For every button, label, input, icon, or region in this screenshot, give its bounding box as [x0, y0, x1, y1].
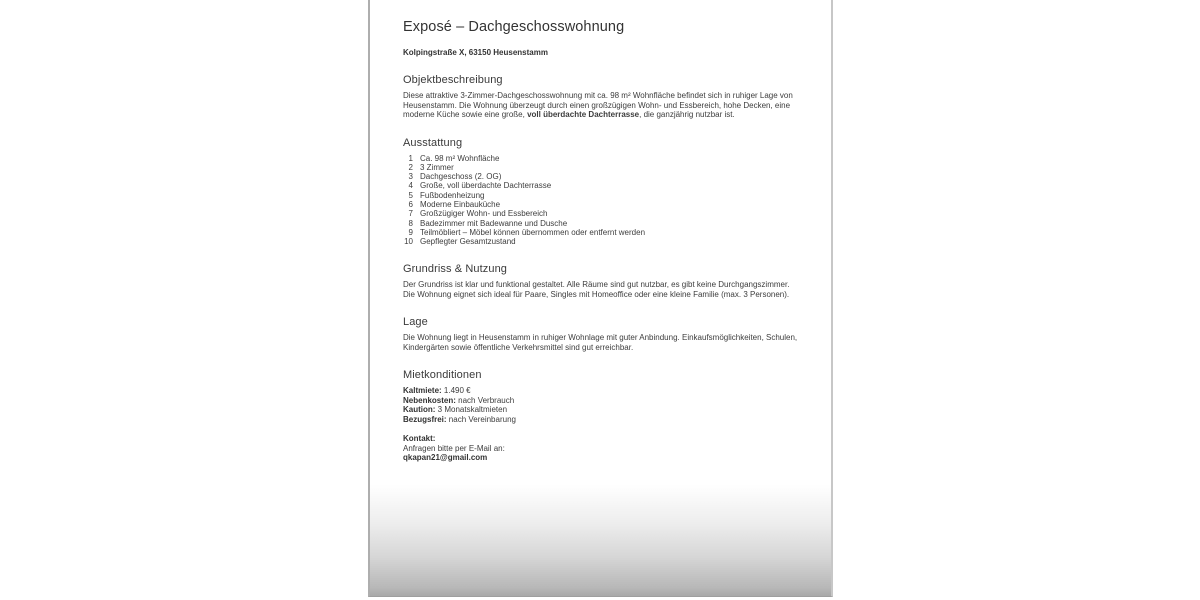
list-item: 3 Zimmer	[420, 162, 454, 172]
paragraph-bold-text: voll überdachte Dachterrasse	[527, 110, 640, 119]
rent-row	[403, 405, 799, 415]
list-item: Moderne Einbauküche	[420, 199, 501, 209]
section-heading: Grundriss & Nutzung	[403, 263, 507, 276]
paragraph-text: , die ganzjährig nutzbar ist.	[639, 110, 735, 119]
list-item: Große, voll überdachte Dachterrasse	[420, 181, 552, 191]
lage-paragraph: Die Wohnung liegt in Heusenstamm in ruhiger Wohnlage mit guter Anbindung. Einkaufsmöglichkeiten, Schulen, Kindergärten sowie öffentliche Verkehrsmittel sind gut erreichbar.	[403, 333, 798, 352]
rent-row	[403, 415, 799, 425]
section-heading: Lage	[403, 316, 428, 329]
rent-value: 1.490 €	[443, 386, 471, 396]
list-item: Badezimmer mit Badewanne und Dusche	[420, 218, 568, 228]
list-item: Großzügiger Wohn- und Essbereich	[420, 209, 548, 219]
document-title: Exposé – Dachgeschosswohnung	[403, 19, 625, 35]
rent-value: 3 Monatskaltmieten	[437, 405, 508, 415]
list-item: Gepflegter Gesamtzustand	[420, 237, 516, 247]
contact-label-row	[403, 434, 799, 444]
list-item: Dachgeschoss (2. OG)	[420, 172, 502, 182]
section-grundriss-nutzung	[403, 263, 799, 299]
section-heading: Objektbeschreibung	[403, 74, 503, 86]
rent-label: Nebenkosten:	[403, 395, 456, 405]
features-list	[403, 154, 799, 247]
rent-label: Kaution:	[403, 405, 436, 415]
section-heading: Ausstattung	[403, 136, 463, 149]
list-item: Teilmöbliert – Möbel können übernommen oder entfernt werden	[420, 227, 646, 237]
objektbeschreibung-paragraph	[403, 91, 799, 120]
rent-row	[403, 396, 799, 406]
document-page	[368, 0, 833, 597]
document-address: Kolpingstraße X, 63150 Heusenstamm	[403, 48, 548, 57]
section-lage	[403, 316, 799, 352]
rent-row	[403, 386, 799, 396]
contact-line: Anfragen bitte per E-Mail an:	[403, 443, 505, 453]
list-item: Fußbodenheizung	[420, 190, 485, 200]
section-ausstattung	[403, 137, 799, 247]
grundriss-paragraph: Der Grundriss ist klar und funktional gestaltet. Alle Räume sind gut nutzbar, es gibt keine Durchgangszimmer. Die Wohnung eignet sich ideal für Paare, Singles mit Homeoffice oder eine kleine Familie (max. 3 Personen).	[403, 280, 790, 299]
contact-label: Kontakt:	[403, 434, 436, 444]
section-mietkonditionen	[403, 369, 799, 463]
rent-label: Bezugsfrei:	[403, 414, 447, 424]
contact-email: qkapan21@gmail.com	[403, 453, 488, 463]
section-objektbeschreibung	[403, 74, 799, 120]
rent-value: nach Vereinbarung	[448, 414, 516, 424]
paragraph-text: Diese attraktive 3-Zimmer-Dachgeschosswohnung mit ca. 98 m² Wohnfläche befindet sich in ruhiger Lage von Heusenstamm. Die Wohnung überzeugt durch einen großzügigen Wohn- und Essbereich, hohe Decken, eine moderne Küche sowie eine große,	[403, 91, 793, 119]
section-heading: Mietkonditionen	[403, 369, 482, 382]
rent-label: Kaltmiete:	[403, 386, 442, 396]
contact-block	[403, 434, 799, 463]
rent-value: nach Verbrauch	[458, 395, 515, 405]
list-item: Ca. 98 m² Wohnfläche	[420, 153, 500, 163]
